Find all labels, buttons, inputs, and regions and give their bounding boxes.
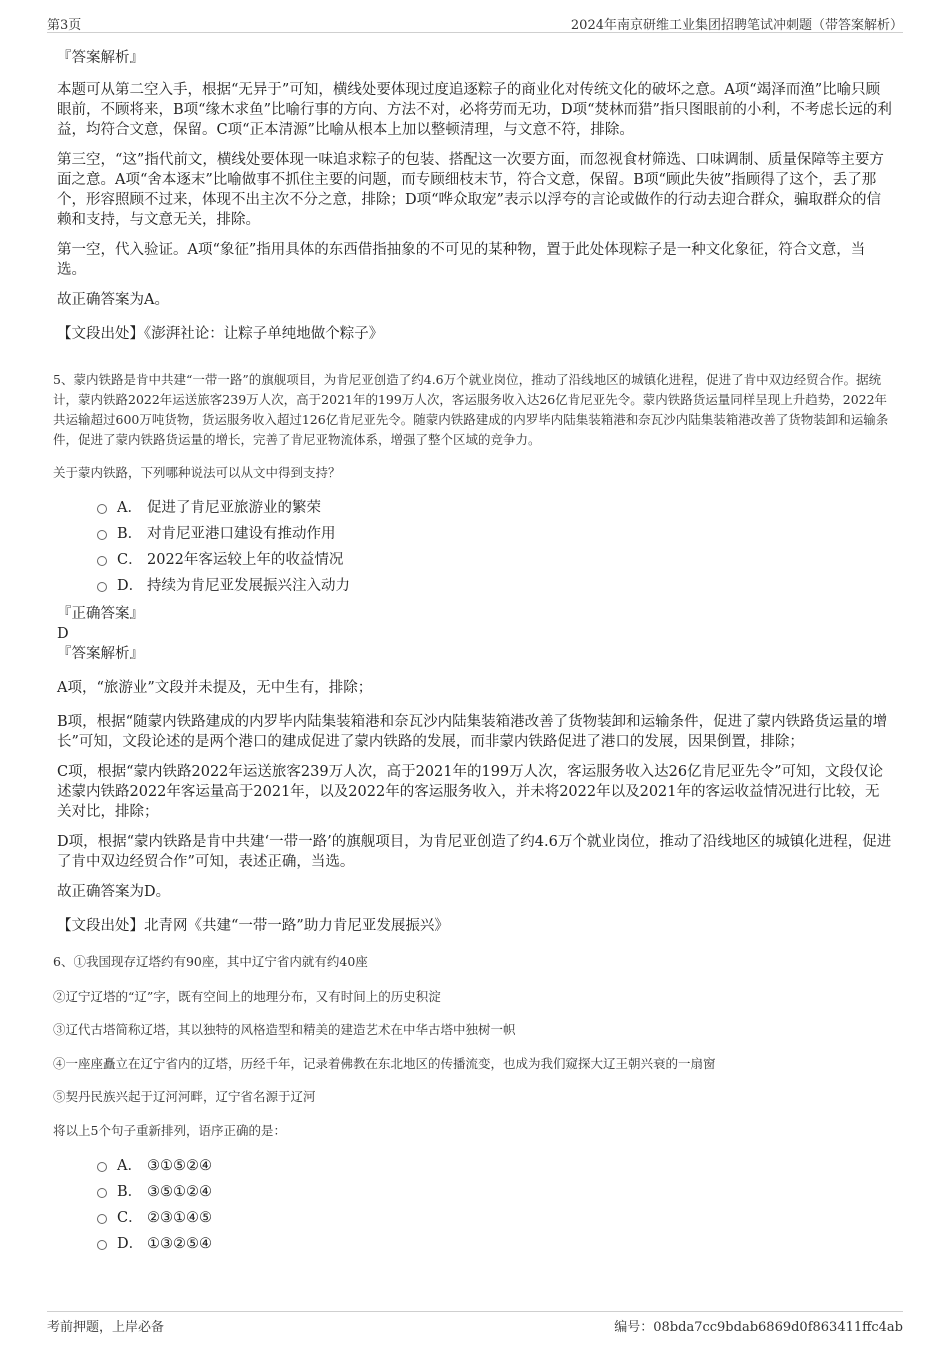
q6-option-a[interactable]: A． ③①⑤②④ bbox=[97, 1156, 212, 1176]
q4-analysis-para3: 第一空，代入验证。A项“象征”指用具体的东西借指抽象的不可见的某种物，置于此处体现粽子是一种文化象征，符合文意，当选。 bbox=[57, 242, 866, 278]
q5-answer-label: 『正确答案』 bbox=[57, 606, 144, 622]
q6-option-b[interactable]: B． ③⑤①②④ bbox=[97, 1182, 212, 1202]
q5-option-b[interactable]: B． 对肯尼亚港口建设有推动作用 bbox=[97, 524, 336, 544]
radio-icon[interactable] bbox=[97, 1188, 107, 1198]
radio-icon[interactable] bbox=[97, 504, 107, 514]
radio-icon[interactable] bbox=[97, 1240, 107, 1250]
q5-analysis-c: C项，根据“蒙内铁路2022年运送旅客239万人次，高于2021年的199万人次，客运服务收入达26亿肯尼亚先令”可知，文段仅论述蒙内铁路2022年客运量高于2021年，以及2022年的客运服务收入，并未将2022年以及2021年的客运收益情况进行比较，无关对比，排除； bbox=[57, 764, 884, 820]
q6-question: 将以上5个句子重新排列，语序正确的是： bbox=[53, 1123, 286, 1138]
q6-sentence-1: 6、①我国现存辽塔约有90座，其中辽宁省内就有约40座 bbox=[53, 954, 368, 969]
footer-slogan: 考前押题，上岸必备 bbox=[47, 1320, 165, 1335]
q5-question: 关于蒙内铁路，下列哪种说法可以从文中得到支持？ bbox=[53, 465, 341, 480]
q5-analysis-label: 『答案解析』 bbox=[57, 646, 144, 662]
q5-option-a[interactable]: A． 促进了肯尼亚旅游业的繁荣 bbox=[97, 498, 321, 518]
q4-analysis-label: 『答案解析』 bbox=[57, 50, 144, 66]
q5-analysis-b: B项，根据“随蒙内铁路建成的内罗毕内陆集装箱港和奈瓦沙内陆集装箱港改善了货物装卸和运输条件，促进了蒙内铁路货运量的增长”可知，文段论述的是两个港口的建成促进了蒙内铁路的发展，而非蒙内铁路促进了港口的发展，因果倒置，排除； bbox=[57, 714, 888, 750]
q5-conclusion: 故正确答案为D。 bbox=[57, 884, 171, 900]
q5-answer: D bbox=[57, 626, 69, 642]
q4-analysis-para1: 本题可从第二空入手，根据“无异于”可知，横线处要体现过度追逐粽子的商业化对传统文化的破坏之意。A项“竭泽而渔”比喻只顾眼前，不顾将来，B项“缘木求鱼”比喻行事的方向、方法不对，必将劳而无功，D项“焚林而猎”指只图眼前的小利，不考虑长远的利益，均符合文意，保留。C项“正本清源”比喻从根本上加以整顿清理，与文意不符，排除。 bbox=[57, 82, 892, 138]
q6-sentence-3: ③辽代古塔简称辽塔，其以独特的风格造型和精美的建造艺术在中华古塔中独树一帜 bbox=[53, 1022, 516, 1037]
q6-sentence-2: ②辽宁辽塔的“辽”字，既有空间上的地理分布，又有时间上的历史积淀 bbox=[53, 989, 441, 1004]
q6-sentence-4: ④一座座矗立在辽宁省内的辽塔，历经千年，记录着佛教在东北地区的传播流变，也成为我们窥探大辽王朝兴衰的一扇窗 bbox=[53, 1056, 716, 1071]
q4-conclusion: 故正确答案为A。 bbox=[57, 292, 169, 308]
radio-icon[interactable] bbox=[97, 1214, 107, 1224]
radio-icon[interactable] bbox=[97, 556, 107, 566]
document-title: 2024年南京研维工业集团招聘笔试冲刺题（带答案解析） bbox=[570, 18, 903, 33]
page-footer bbox=[47, 1311, 903, 1334]
page-header bbox=[47, 12, 903, 33]
q6-option-c[interactable]: C． ②③①④⑤ bbox=[97, 1208, 212, 1228]
q6-option-d[interactable]: D． ①③②⑤④ bbox=[97, 1234, 212, 1254]
q4-analysis-para2: 第三空，“这”指代前文，横线处要体现一味追求粽子的包装、搭配这一次要方面，而忽视食材筛选、口味调制、质量保障等主要方面之意。A项“舍本逐末”比喻做事不抓住主要的问题，而专顾细枝末节，符合文意，保留。B项“顾此失彼”指顾得了这个，丢了那个，形容照顾不过来，体现不出主次不分之意，排除；D项“哗众取宠”表示以浮夸的言论或做作的行动去迎合群众，骗取群众的信赖和支持，与文意无关，排除。 bbox=[57, 152, 884, 228]
q5-analysis-d: D项，根据“蒙内铁路是肯中共建‘一带一路’的旗舰项目，为肯尼亚创造了约4.6万个就业岗位，推动了沿线地区的城镇化进程，促进了肯中双边经贸合作”可知，表述正确，当选。 bbox=[57, 834, 892, 870]
radio-icon[interactable] bbox=[97, 1162, 107, 1172]
q4-source: 【文段出处】《澎湃社论：让粽子单纯地做个粽子》 bbox=[57, 326, 384, 342]
q5-stem: 5、蒙内铁路是肯中共建“一带一路”的旗舰项目，为肯尼亚创造了约4.6万个就业岗位，推动了沿线地区的城镇化进程，促进了肯中双边经贸合作。据统计，蒙内铁路2022年运送旅客239万人次，高于2021年的199万人次，客运服务收入达26亿肯尼亚先令。蒙内铁路货运量同样呈现上升趋势，2022年共运输超过600万吨货物，货运服务收入超过126亿肯尼亚先令。随蒙内铁路建成的内罗毕内陆集装箱港和奈瓦沙内陆集装箱港改善了货物装卸和运输条件，促进了蒙内铁路货运量的增长，完善了肯尼亚物流体系，增强了整个区域的竞争力。 bbox=[53, 372, 889, 447]
radio-icon[interactable] bbox=[97, 530, 107, 540]
radio-icon[interactable] bbox=[97, 582, 107, 592]
page-number: 第3页 bbox=[47, 18, 82, 33]
q5-option-c[interactable]: C． 2022年客运较上年的收益情况 bbox=[97, 550, 343, 570]
q5-source: 【文段出处】北青网《共建“一带一路”助力肯尼亚发展振兴》 bbox=[57, 918, 449, 934]
document-id: 编号：08bda7cc9bdab6869d0f863411ffc4ab bbox=[614, 1320, 903, 1335]
q5-analysis-a: A项，“旅游业”文段并未提及，无中生有，排除； bbox=[57, 680, 373, 696]
q6-sentence-5: ⑤契丹民族兴起于辽河河畔，辽宁省名源于辽河 bbox=[53, 1089, 316, 1104]
q5-option-d[interactable]: D． 持续为肯尼亚发展振兴注入动力 bbox=[97, 576, 350, 596]
